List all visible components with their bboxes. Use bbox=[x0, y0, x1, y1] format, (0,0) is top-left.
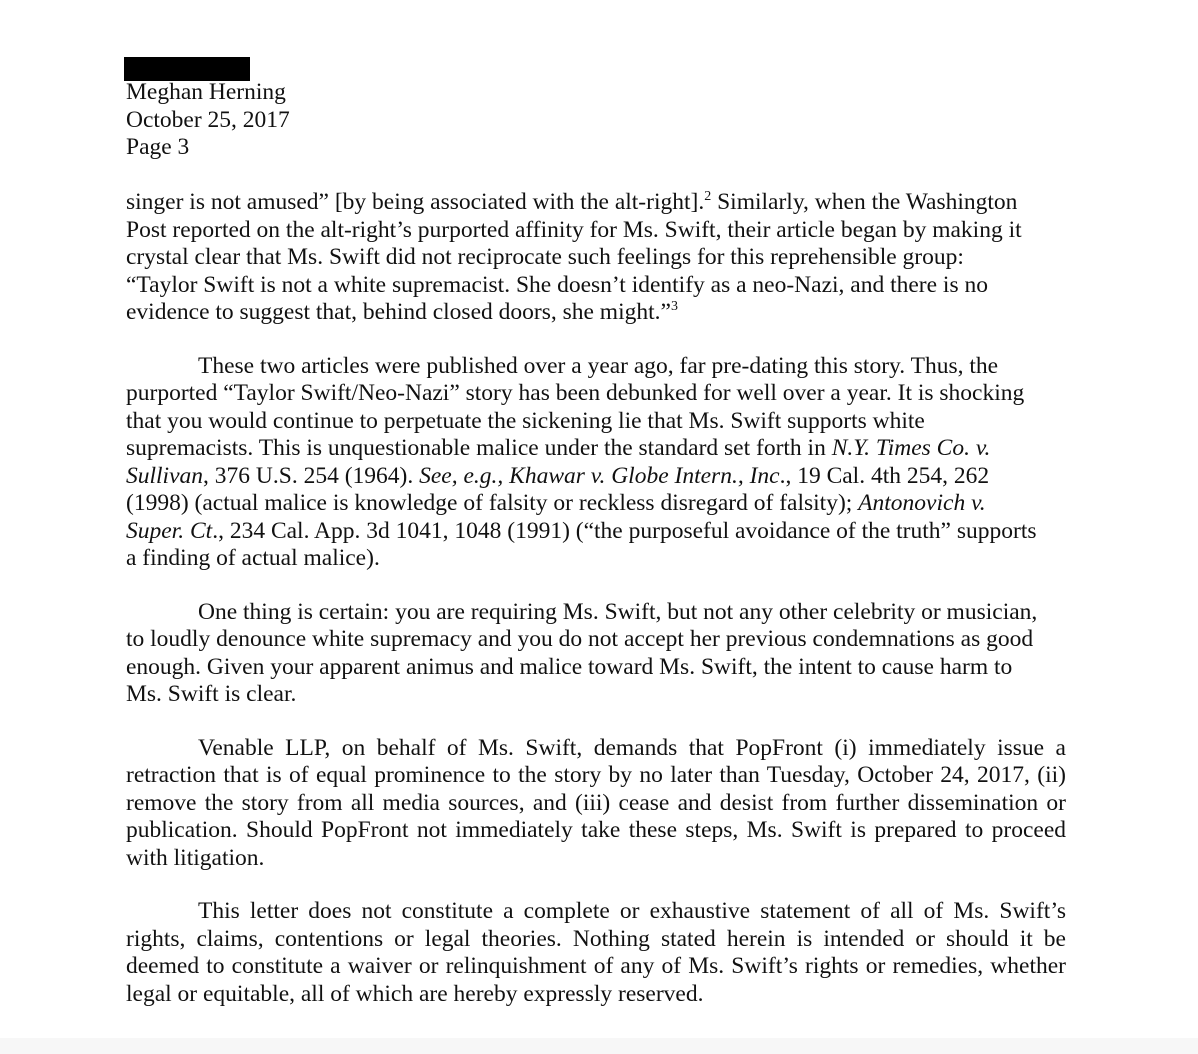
text-span: These two articles were published over a year ago, far pre-dating this story. Thus, the bbox=[198, 352, 999, 379]
text-line: purported “Taylor Swift/Neo-Nazi” story has been debunked for well over a year. It is shocking bbox=[126, 380, 1025, 406]
footnote-ref: 2 bbox=[704, 189, 712, 204]
text-line: “Taylor Swift is not a white supremacist. She doesn’t identify as a neo-Nazi, and there is no bbox=[126, 271, 988, 298]
letter-body bbox=[126, 189, 1066, 1034]
text-line bbox=[126, 898, 1066, 926]
text-span: Venable LLP, on behalf of Ms. Swift, demands that PopFront (i) immediately issue a bbox=[198, 734, 1066, 761]
case-citation: See, e.g., Khawar v. Globe Intern., Inc bbox=[419, 462, 780, 489]
paragraph-4 bbox=[126, 735, 1066, 873]
text-line: publication. Should PopFront not immediately take these steps, Ms. Swift is prepared to proceed bbox=[126, 817, 1066, 843]
text-span: singer is not amused” [by being associated with the alt-right]. bbox=[126, 189, 705, 215]
redaction-bar bbox=[124, 57, 250, 81]
paragraph-2 bbox=[126, 353, 1066, 573]
text-line: to loudly denounce white supremacy and you do not accept her previous condemnations as good bbox=[126, 626, 1034, 652]
text-span: One thing is certain: you are requiring Ms. Swift, but not any other celebrity or musician, bbox=[198, 598, 1038, 625]
paragraph-5 bbox=[126, 898, 1066, 1008]
text-line bbox=[126, 299, 1066, 327]
letter-header bbox=[126, 79, 290, 162]
text-line: retraction that is of equal prominence to the story by no later than Tuesday, October 24, 2017, (ii) bbox=[126, 762, 1066, 788]
text-line: a finding of actual malice). bbox=[126, 545, 380, 571]
recipient-name: Meghan Herning bbox=[126, 79, 286, 105]
text-line bbox=[126, 518, 1066, 546]
text-line bbox=[126, 490, 1066, 518]
case-citation: Super. Ct bbox=[126, 517, 213, 544]
footnote-ref: 3 bbox=[670, 299, 678, 314]
text-span: evidence to suggest that, behind closed doors, she might.” bbox=[126, 299, 671, 325]
text-line bbox=[126, 189, 1066, 217]
text-line: with litigation. bbox=[126, 844, 265, 871]
paragraph-3 bbox=[126, 599, 1066, 709]
text-line: that you would continue to perpetuate the sickening lie that Ms. Swift supports white bbox=[126, 407, 925, 434]
text-line bbox=[126, 599, 1066, 627]
case-citation: N.Y. Times Co. v. bbox=[831, 435, 991, 461]
case-citation: Antonovich v. bbox=[858, 490, 986, 516]
page-number: Page 3 bbox=[126, 134, 190, 160]
text-line: remove the story from all media sources, and (iii) cease and desist from further dissemination or bbox=[126, 789, 1066, 816]
letter-date: October 25, 2017 bbox=[126, 106, 290, 133]
text-line: deemed to constitute a waiver or relinquishment of any of Ms. Swift’s rights or remedies, whether bbox=[126, 953, 1066, 979]
text-span: ., 19 Cal. 4th 254, 262 bbox=[779, 462, 990, 489]
text-line bbox=[126, 463, 1066, 491]
text-line: legal or equitable, all of which are hereby expressly reserved. bbox=[126, 980, 704, 1007]
text-line bbox=[126, 435, 1066, 463]
text-line: Ms. Swift is clear. bbox=[126, 681, 297, 707]
text-span: (1998) (actual malice is knowledge of falsity or reckless disregard of falsity); bbox=[126, 490, 859, 516]
text-span: ., 234 Cal. App. 3d 1041, 1048 (1991) (“the purposeful avoidance of the truth” supports bbox=[212, 517, 1037, 544]
text-span: Similarly, when the Washington bbox=[711, 189, 1018, 215]
paragraph-1 bbox=[126, 189, 1066, 327]
text-line: crystal clear that Ms. Swift did not reciprocate such feelings for this reprehensible group: bbox=[126, 244, 964, 270]
text-line bbox=[126, 735, 1066, 763]
page-bottom-edge bbox=[0, 1038, 1198, 1054]
text-span: supremacists. This is unquestionable malice under the standard set forth in bbox=[126, 435, 832, 461]
text-span: This letter does not constitute a complete or exhaustive statement of all of Ms. Swift’s bbox=[198, 898, 1066, 924]
text-line: Post reported on the alt-right’s purported affinity for Ms. Swift, their article began by making it bbox=[126, 216, 1022, 243]
case-citation: Sullivan bbox=[126, 462, 204, 489]
text-line: rights, claims, contentions or legal theories. Nothing stated herein is intended or should it be bbox=[126, 925, 1066, 952]
text-line: enough. Given your apparent animus and malice toward Ms. Swift, the intent to cause harm to bbox=[126, 653, 1013, 680]
text-span: , 376 U.S. 254 (1964). bbox=[203, 462, 420, 489]
text-line bbox=[126, 353, 1066, 381]
